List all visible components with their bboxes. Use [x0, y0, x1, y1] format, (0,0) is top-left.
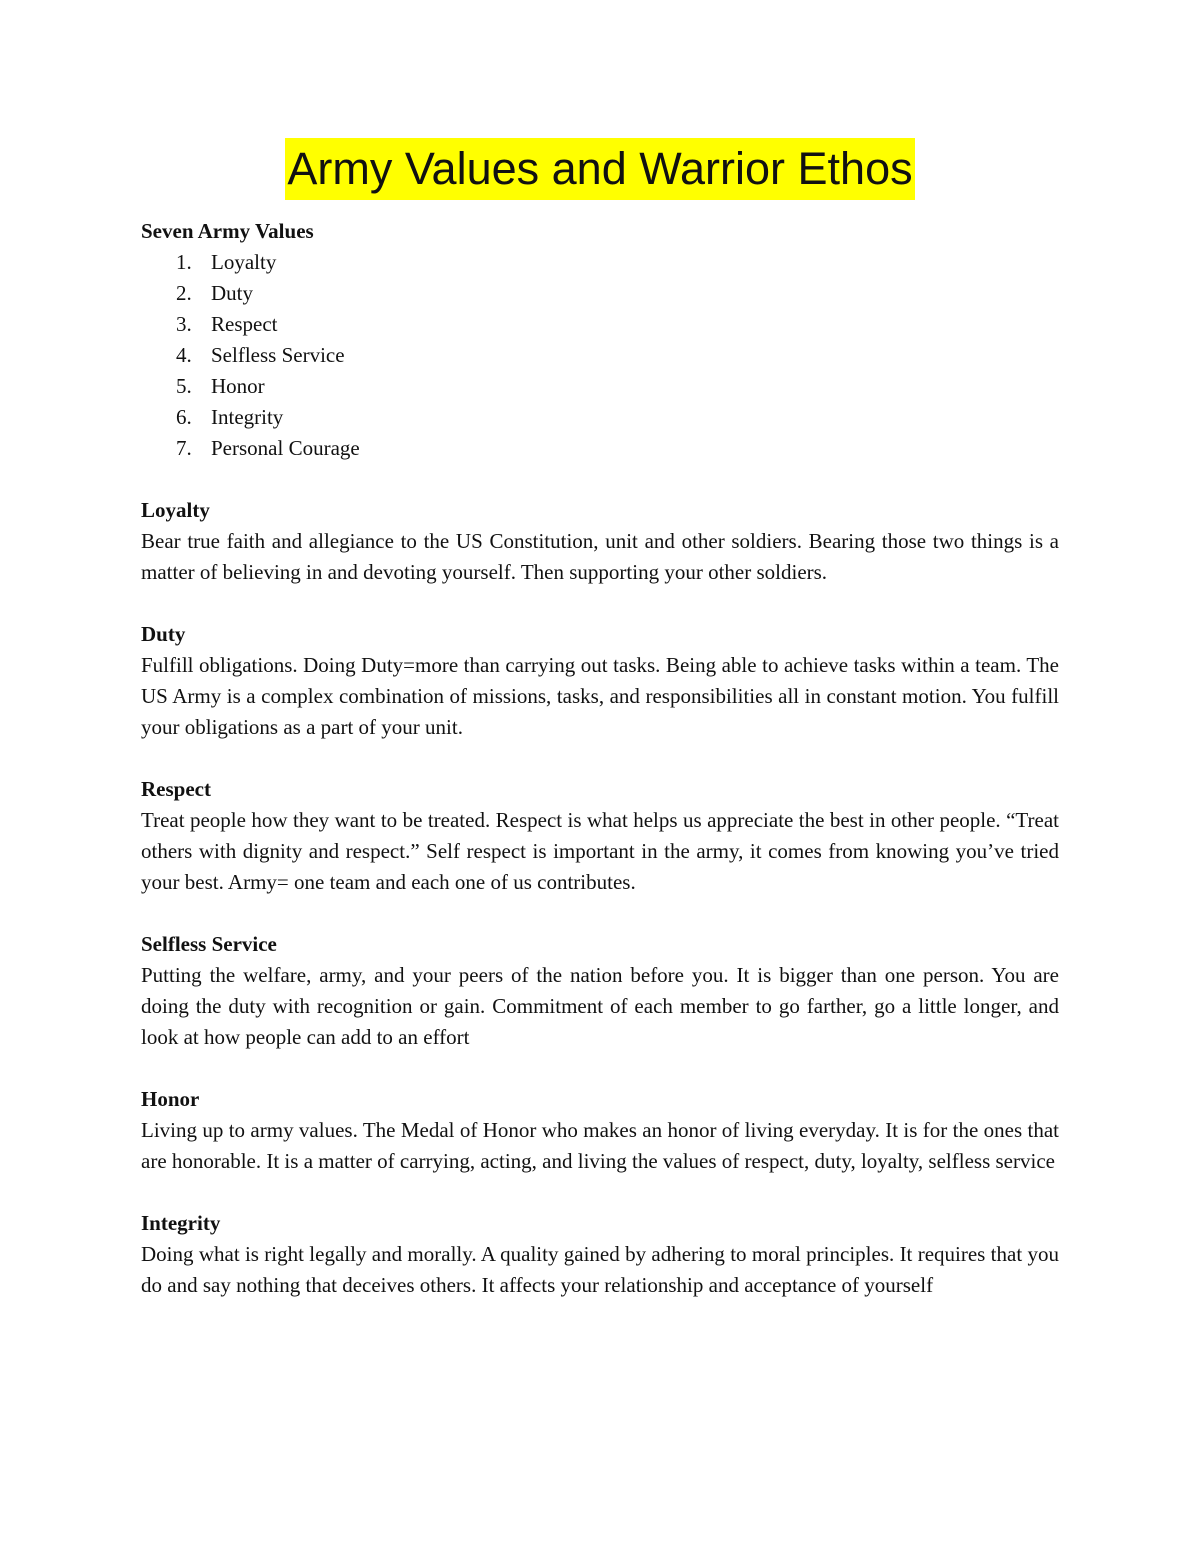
list-item-number: 3. [176, 312, 192, 336]
section-integrity [141, 1208, 1059, 1301]
section-heading: Integrity [141, 1211, 221, 1235]
list-item-label: Respect [211, 312, 278, 336]
section-respect [141, 774, 1059, 898]
list-item-number: 6. [176, 405, 192, 429]
section-honor [141, 1084, 1059, 1177]
list-item [141, 309, 1059, 340]
section-duty [141, 619, 1059, 743]
section-heading: Respect [141, 777, 211, 801]
list-item-label: Integrity [211, 405, 284, 429]
section-selfless-service [141, 929, 1059, 1053]
list-item-label: Honor [211, 374, 265, 398]
list-item [141, 247, 1059, 278]
section-heading: Honor [141, 1087, 200, 1111]
list-item [141, 433, 1059, 464]
list-item [141, 340, 1059, 371]
list-item [141, 371, 1059, 402]
section-heading: Selfless Service [141, 932, 277, 956]
section-loyalty [141, 495, 1059, 588]
section-body: Treat people how they want to be treated. Respect is what helps us appreciate the best in other people. “Treat others with dignity and respect.” Self respect is important in the army, it comes from knowing you’ve tried your best. Army= one team and each one of us contributes. [141, 808, 1059, 894]
list-item-label: Selfless Service [211, 343, 345, 367]
values-list [141, 247, 1059, 464]
section-body: Doing what is right legally and morally. A quality gained by adhering to moral principles. It requires that you do and say nothing that deceives others. It affects your relationship and acceptance of yourself [141, 1242, 1059, 1297]
list-item [141, 402, 1059, 433]
list-item-label: Duty [211, 281, 253, 305]
section-body: Fulfill obligations. Doing Duty=more than carrying out tasks. Being able to achieve tasks within a team. The US Army is a complex combination of missions, tasks, and responsibilities all in constant motion. You fulfill your obligations as a part of your unit. [141, 653, 1059, 739]
list-item-number: 4. [176, 343, 192, 367]
list-item-number: 5. [176, 374, 192, 398]
section-body: Bear true faith and allegiance to the US Constitution, unit and other soldiers. Bearing those two things is a matter of believing in and devoting yourself. Then supporting your other soldiers. [141, 529, 1059, 584]
section-heading: Duty [141, 622, 186, 646]
title-container [141, 138, 1059, 214]
values-list-heading: Seven Army Values [141, 219, 314, 243]
list-item-number: 1. [176, 250, 192, 274]
list-item-label: Loyalty [211, 250, 277, 274]
list-item [141, 278, 1059, 309]
list-item-number: 2. [176, 281, 192, 305]
section-body: Putting the welfare, army, and your peers of the nation before you. It is bigger than one person. You are doing the duty with recognition or gain. Commitment of each member to go farther, go a little longer, and look at how people can add to an effort [141, 963, 1059, 1049]
list-item-label: Personal Courage [211, 436, 360, 460]
section-body: Living up to army values. The Medal of Honor who makes an honor of living everyday. It is for the ones that are honorable. It is a matter of carrying, acting, and living the values of respect, duty, loyalty, selfless service [141, 1118, 1059, 1173]
list-item-number: 7. [176, 436, 192, 460]
document-title: Army Values and Warrior Ethos [285, 138, 914, 200]
section-heading: Loyalty [141, 498, 210, 522]
document-page [141, 138, 1059, 1301]
